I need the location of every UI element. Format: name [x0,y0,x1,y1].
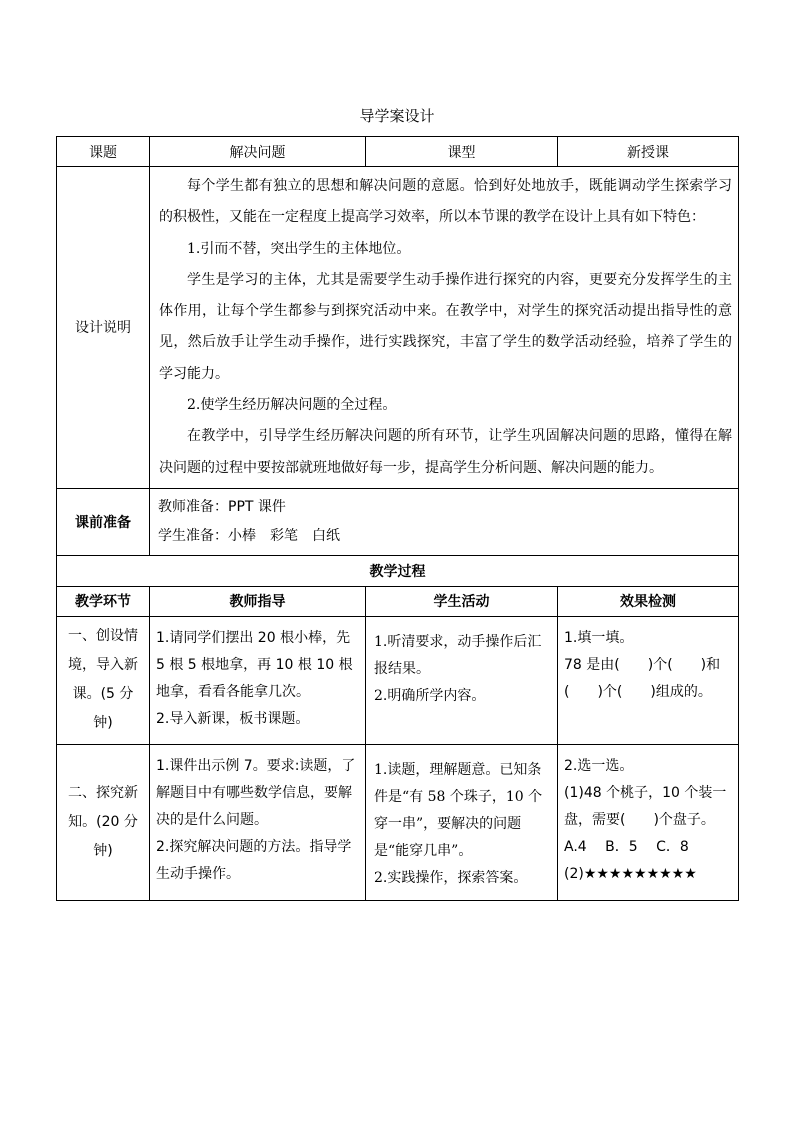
teacher-guidance-cell [150,744,366,900]
process-title-row [57,555,739,586]
process-title: 教学过程 [57,555,739,586]
process-column-headers [57,586,739,616]
column-header-stage: 教学环节 [57,586,150,616]
type-value: 新授课 [558,137,739,167]
star-row: (2)★★★★★★★★★ [564,865,697,882]
lesson-plan-table [56,136,739,901]
teacher-guidance-item: 1.课件出示例 7。要求:读题，了解题目中有哪些数学信息，要解决的是什么问题。 [156,757,356,828]
design-paragraph: 1.引而不替，突出学生的主体地位。 [187,240,411,257]
design-label: 设计说明 [57,167,150,489]
effect-check-cell [558,616,739,744]
student-activity-item: 1.读题，理解题意。已知条件是“有 58 个珠子，10 个穿一串”，要解决的问题是“能穿几串”。 [374,761,543,859]
topic-value: 解决问题 [150,137,366,167]
effect-check-item: 1.填一填。 [564,629,634,646]
stage-cell: 一、创设情境，导入新课。(5 分钟) [57,616,150,744]
document-title: 导学案设计 [359,107,435,125]
teacher-guidance-item: 2.导入新课，板书课题。 [156,710,310,727]
topic-label: 课题 [57,137,150,167]
teacher-preparation: 教师准备：PPT 课件 [158,498,286,515]
stage-cell: 二、探究新知。(20 分钟) [57,744,150,900]
column-header-teacher: 教师指导 [150,586,366,616]
preparation-label: 课前准备 [57,488,150,555]
process-row [57,616,739,744]
teacher-guidance-cell [150,616,366,744]
column-header-student: 学生活动 [366,586,558,616]
process-row [57,744,739,900]
effect-check-item: A.4 B．5 C．8 [564,838,689,855]
student-activity-item: 2.明确所学内容。 [374,687,486,704]
teacher-guidance-item: 2.探究解决问题的方法。指导学生动手操作。 [156,838,352,882]
effect-check-item: (1)48 个桃子，10 个装一盘，需要( )个盘子。 [564,784,727,828]
design-paragraph: 学生是学习的主体，尤其是需要学生动手操作进行探究的内容，更要充分发挥学生的主体作用，让每个学生都参与到探究活动中来。在教学中，对学生的探究活动提出指导性的意见，然后放手让学生动手操作，进行实践探究，丰富了学生的数学活动经验，培养了学生的学习能力。 [159,271,732,382]
effect-check-item: 2.选一选。 [564,757,634,774]
design-paragraph: 在教学中，引导学生经历解决问题的所有环节，让学生巩固解决问题的思路，懂得在解决问题的过程中要按部就班地做好每一步，提高学生分析问题、解决问题的能力。 [159,428,732,476]
design-paragraph: 每个学生都有独立的思想和解决问题的意愿。恰到好处地放手，既能调动学生探索学习的积极性，又能在一定程度上提高学习效率，所以本节课的教学在设计上具有如下特色： [159,178,732,226]
type-label: 课型 [366,137,558,167]
column-header-check: 效果检测 [558,586,739,616]
student-activity-item: 2.实践操作，探索答案。 [374,869,528,886]
teacher-guidance-item: 1.请同学们摆出 20 根小棒，先 5 根 5 根地拿，再 10 根 10 根地拿，看看各能拿几次。 [156,629,353,700]
effect-check-cell [558,744,739,900]
header-row [57,137,739,167]
design-description [150,167,739,489]
preparation-content [150,488,739,555]
design-paragraph: 2.使学生经历解决问题的全过程。 [187,397,397,414]
design-row [57,167,739,489]
student-preparation: 学生准备：小棒 彩笔 白纸 [158,527,340,544]
student-activity-item: 1.听清要求，动手操作后汇报结果。 [374,633,542,677]
student-activity-cell [366,744,558,900]
student-activity-cell [366,616,558,744]
preparation-row [57,488,739,555]
effect-check-item: 78 是由( )个( )和( )个( )组成的。 [564,656,721,700]
